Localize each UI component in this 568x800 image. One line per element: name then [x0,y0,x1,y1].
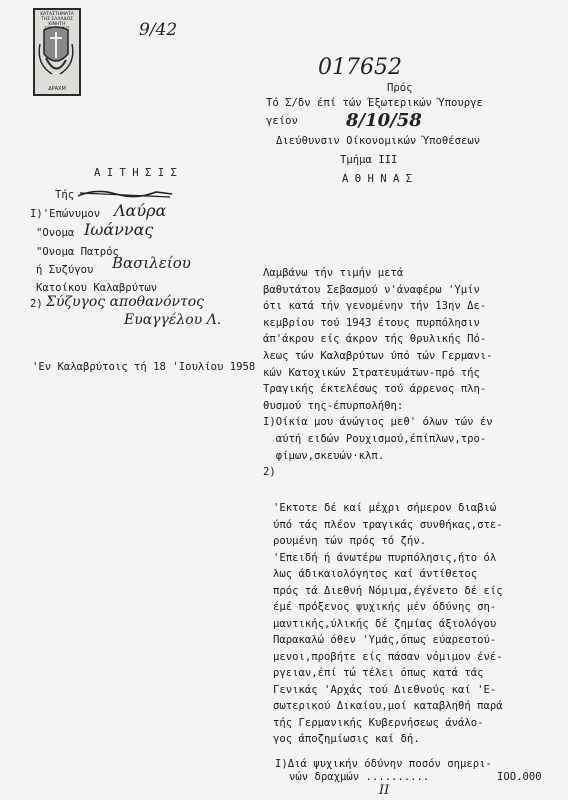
field-surname-label: Ι)'Επώνυμον [30,208,101,220]
body-line: Παρακαλώ όθεν 'Υμάς,όπως εύαρεστού- [273,634,497,646]
body-line: έμέ πρόξενος ψυχικής μέν όδύνης ση- [273,601,497,613]
body-line: ρουμένη τών πρός τό ζήν. [273,535,427,547]
body-line: Γενικάς 'Αρχάς τού Διεθνούς καί 'Ε- [273,683,497,696]
body-line: ότι κατά τήν γενομένην τήν 13ην Δε- [263,300,487,313]
body-line: Τραγικής έκτελέσως τού άρρενος πλη- [263,383,487,396]
recipient-line-1: Τό Σ/δν έπί τών Έξωτερικών Ύπουργε [266,97,483,109]
body-line: Λαμβάνω τήν τιμήν μετά [263,267,404,279]
body-line: ργειαν,έπί τώ τέλει όπως κατά τάς [273,667,484,679]
claim-amount: ΙΟΟ.000 [497,771,542,783]
field-tis: Τής [55,189,75,201]
body-line: Ι)Οίκία μου άνώγιος μεθ' όλων τών έν [263,416,493,429]
claim-line-2: νών δραχμών .......... [289,771,430,783]
protocol-date: 8/10/58 [346,110,422,131]
page-number: ΙΙ [379,783,390,798]
body-line: άπ'άκρου είς άκρον τής θρυλικής Πό- [263,333,487,346]
field-spouse-label: ή Συζύγου [36,264,94,276]
stamp-value: ΔΡΑΧΜ [48,86,66,92]
field-name-label: "Ονομα [36,227,75,239]
protocol-number: 017652 [318,55,402,80]
place-date: 'Εν Καλαβρύτοις τή 18 'Ιουλίου 1958 [32,361,256,373]
petition-title: Α Ι Τ Η Σ Ι Σ [94,167,177,179]
body-line: σωτερικού Δικαίου,μοί καταβληθή παρά [273,700,503,712]
body-line: τής Γερμανικής Κυβερνήσεως άνάλο- [273,716,484,729]
body-line: μενοι,προβήτε είς πάσαν νόμιμον ένέ- [273,650,503,663]
recipient-line-4: Τμήμα ΙΙΙ [340,154,398,166]
body-line: πρός τά Διεθνή Νόμιμα,έγένετο δέ είς [273,584,503,597]
body-line: ύπό τάς πλέον τραγικάς συνθήκας,στε- [273,518,503,531]
body-line: λεως τών Καλαβρύτων ύπό τών Γερμανι- [263,350,493,362]
field-father-label: "Ονομα Πατρός [36,246,119,258]
revenue-stamp [33,8,81,96]
field-surname-value: Λαύρα [114,201,167,220]
body-line: μαντικής,ύλικής δέ ζημίας άξιολόγου [273,617,497,630]
coat-of-arms-icon [38,24,74,80]
recipient-line-5: Α Θ Η Ν Α Σ [342,173,413,185]
recipient-pros: Πρός [387,82,413,94]
body-line: 2) [263,466,276,479]
body-line: θυσμού της-έπυρπολήθη: [263,399,404,412]
body-line: 'Εκτοτε δέ καί μέχρι σήμερον διαβιώ [273,502,497,514]
body-line: κεμβρίου τού 1943 έτους πυρπόλησιν [263,316,480,329]
body-line: βαθυτάτου Σεβασμού ν'άναφέρω 'Υμίν [263,283,480,296]
field-residence-label: Κατοίκου Καλαβρύτων [36,282,158,294]
claim-line: Ι)Διά ψυχικήν όδύνην ποσόν σημερι- [275,758,492,770]
field-2-value: Σύζυγος αποθανόντος [46,294,205,310]
body-line: αύτή ειδών Ρουχισμού,έπίπλων,τρο- [263,433,487,445]
recipient-line-3: Διεύθυνσιν Οίκονομικών Ύποθέσεων [276,135,481,147]
body-line: φίμων,σκευών·κλπ. [263,449,385,462]
body-line: λως άδικαιολόγητος καί άντίθετος [273,568,478,580]
field-name-value: Ιωάννας [84,220,154,239]
page-mark: 9/42 [139,20,178,40]
field-spouse-value: Βασιλείου [112,254,191,272]
field-2-label: 2) [30,298,43,310]
field-2-value-cont: Ευαγγέλου Λ. [124,312,222,328]
recipient-line-2: γείον [266,115,298,127]
body-line: γος άποζημίωσις καί δή. [273,733,420,745]
body-line: κών Κατοχικών Στρατευμάτων-πρό τής [263,366,480,379]
body-line: 'Επειδή ή άνωτέρω πυρπόλησις,ήτο όλ [273,551,497,564]
stamp-header: ΚΑΤΑΣΤΗΜΑΤΑ ΤΗΣ ΕΛΛΑΔΟΣ ΚΙΝΗΤΗ [40,12,74,27]
